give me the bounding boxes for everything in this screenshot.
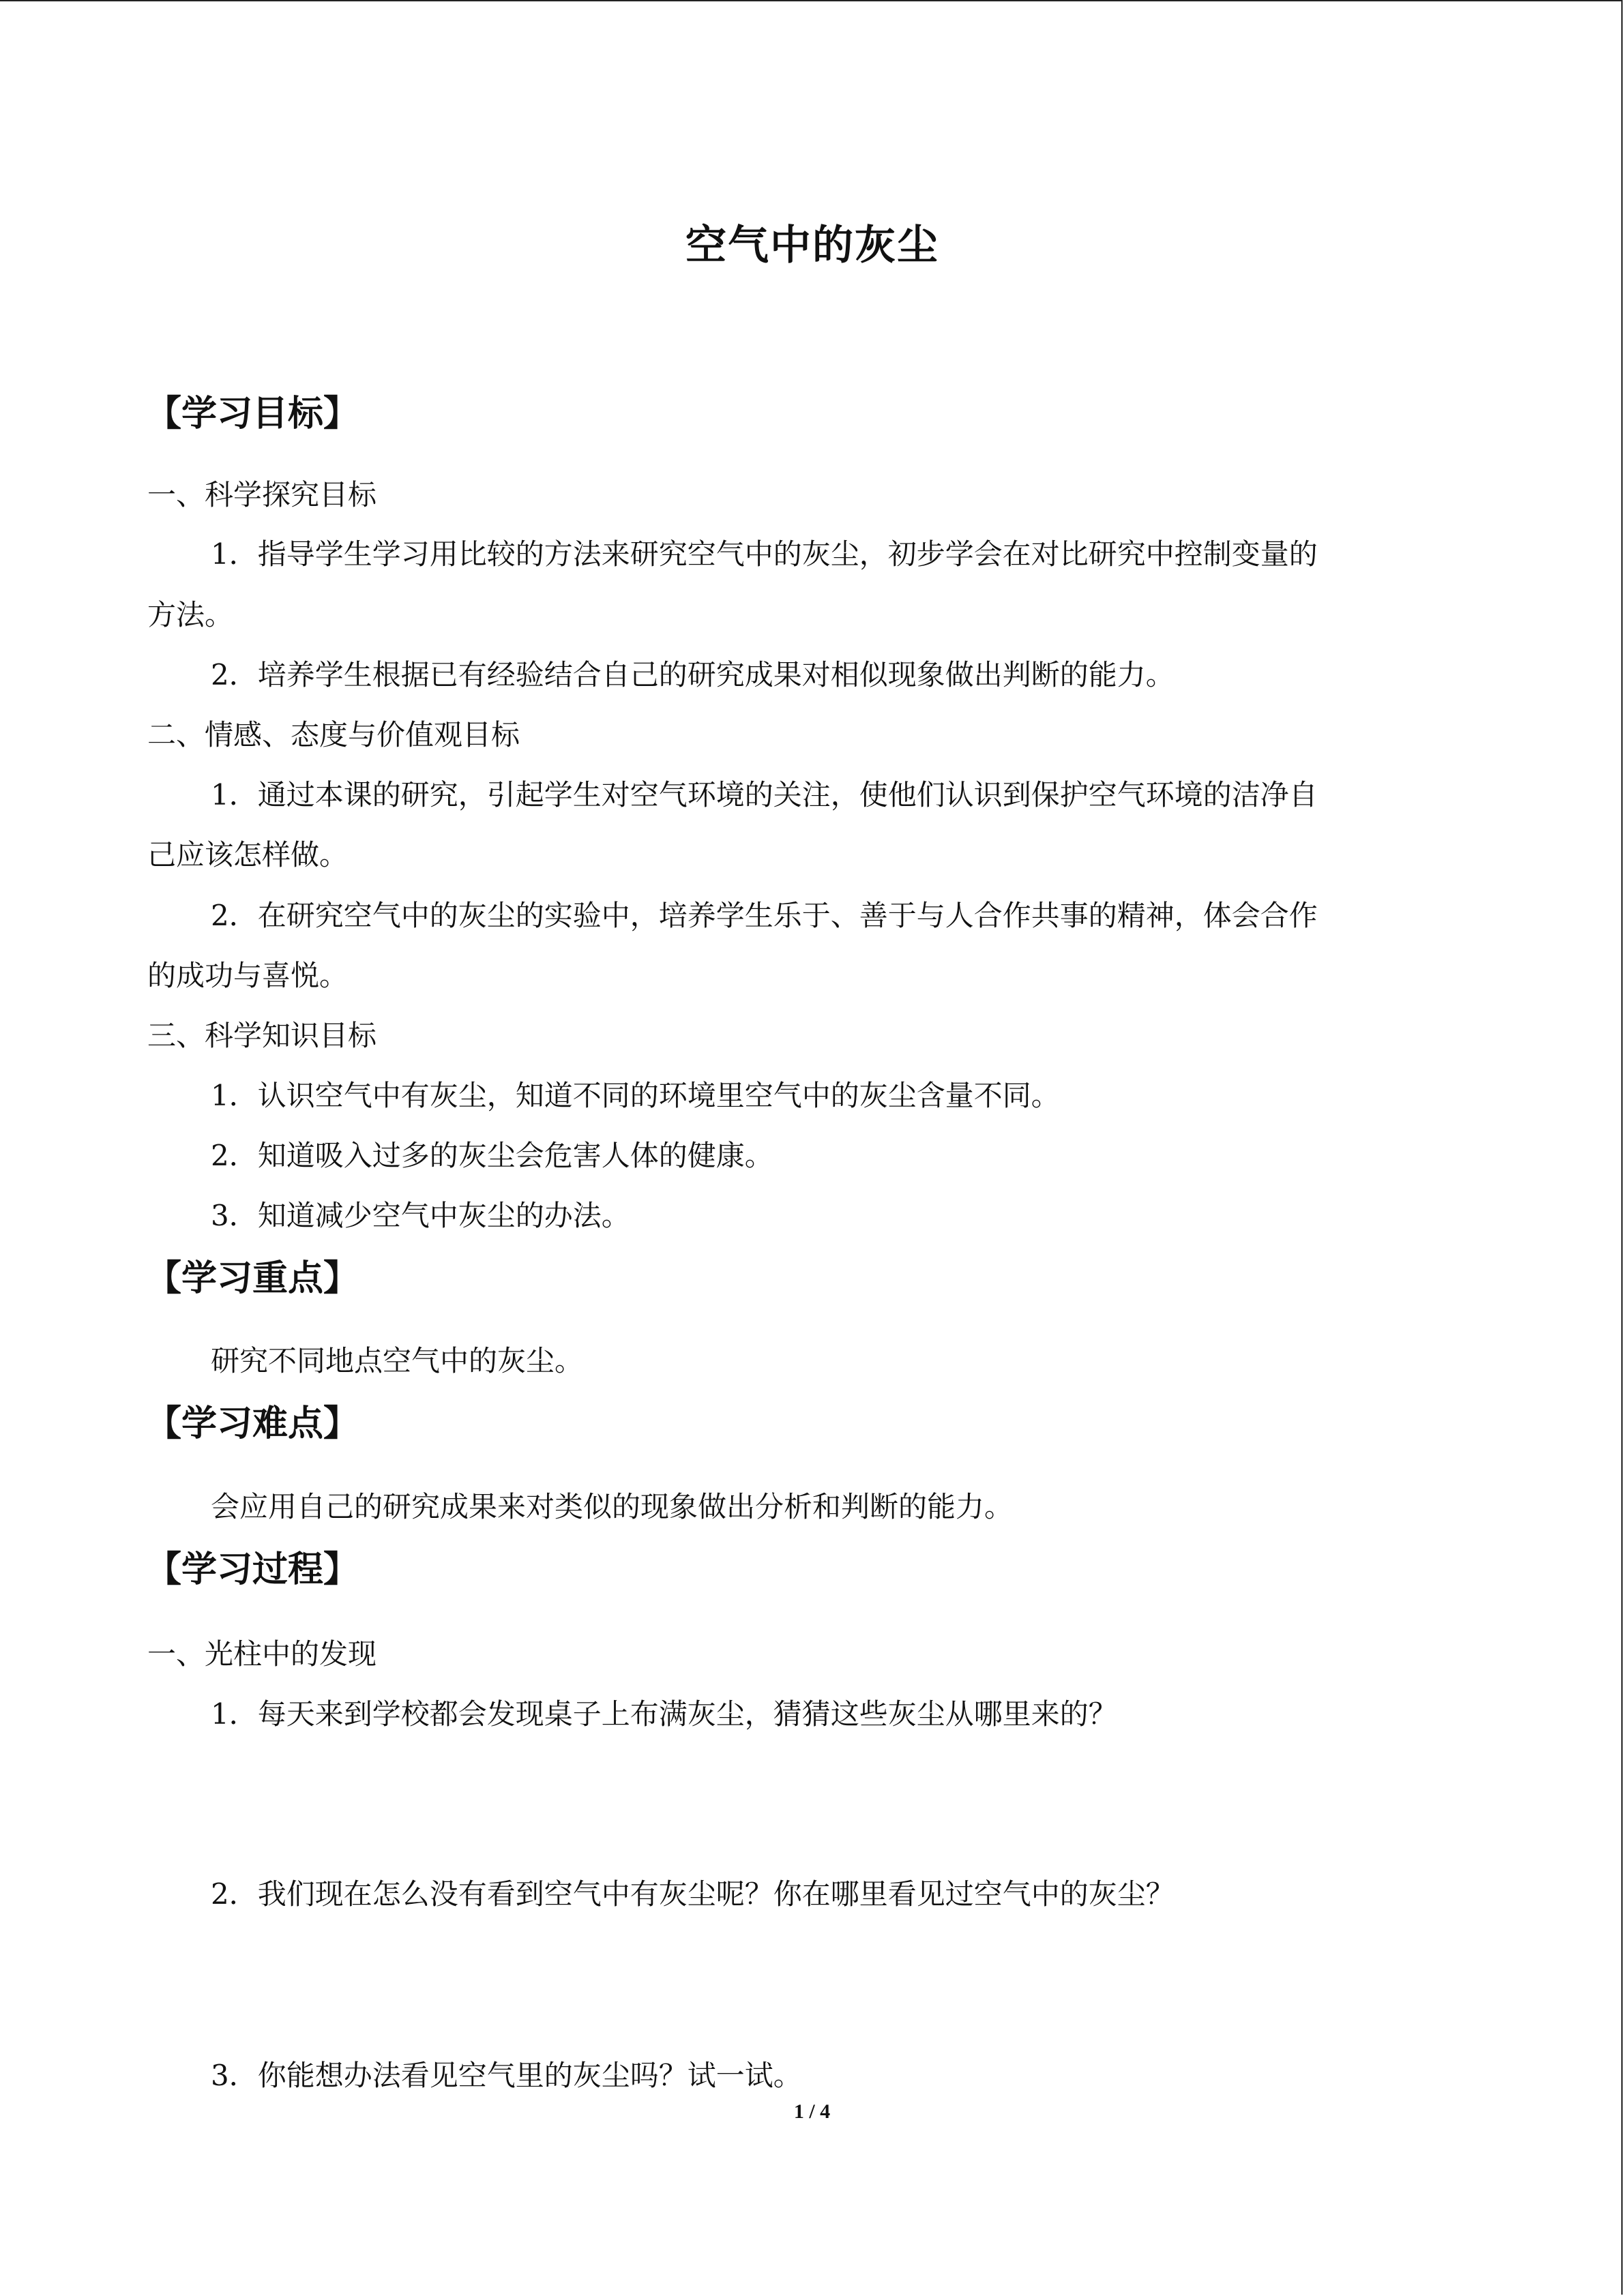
objectives-section-2-item-1: 1．通过本课的研究，引起学生对空气环境的关注，使他们认识到保护空气环境的洁净自 [211,778,1318,811]
objectives-section-1-title: 一、科学探究目标 [147,478,377,511]
objectives-heading: 【学习目标】 [146,393,359,434]
process-heading: 【学习过程】 [146,1549,359,1590]
objectives-section-3-title: 三、科学知识目标 [147,1019,377,1052]
process-question-3: 3．你能想办法看见空气里的灰尘吗？试一试。 [211,2059,802,2092]
objectives-section-3-item-3: 3．知道减少空气中灰尘的办法。 [211,1199,630,1232]
objectives-section-3-item-1: 1．认识空气中有灰尘，知道不同的环境里空气中的灰尘含量不同。 [211,1079,1060,1112]
key-points-heading: 【学习重点】 [146,1258,359,1299]
difficulties-text: 会应用自己的研究成果来对类似的现象做出分析和判断的能力。 [211,1490,1014,1523]
page-number: 1 / 4 [793,2100,831,2123]
process-section-1-title: 一、光柱中的发现 [147,1637,377,1671]
objectives-section-1-item-1-cont: 方法。 [147,598,234,631]
objectives-section-1-item-2: 2．培养学生根据已有经验结合自己的研究成果对相似现象做出判断的能力。 [211,658,1175,691]
key-points-text: 研究不同地点空气中的灰尘。 [211,1344,584,1377]
document-title: 空气中的灰尘 [685,222,939,269]
objectives-section-2-item-1-cont: 己应该怎样做。 [147,838,349,871]
difficulties-heading: 【学习难点】 [146,1403,359,1444]
objectives-section-2-title: 二、情感、态度与价值观目标 [147,718,520,751]
objectives-section-2-item-2: 2．在研究空气中的灰尘的实验中，培养学生乐于、善于与人合作共事的精神，体会合作 [211,899,1318,932]
objectives-section-3-item-2: 2．知道吸入过多的灰尘会危害人体的健康。 [211,1139,773,1172]
objectives-section-2-item-2-cont: 的成功与喜悦。 [147,959,349,992]
objectives-section-1-item-1: 1．指导学生学习用比较的方法来研究空气中的灰尘，初步学会在对比研究中控制变量的 [211,537,1318,571]
process-question-1: 1．每天来到学校都会发现桌子上布满灰尘，猜猜这些灰尘从哪里来的？ [211,1697,1117,1731]
process-question-2: 2．我们现在怎么没有看到空气中有灰尘呢？你在哪里看见过空气中的灰尘？ [211,1877,1175,1911]
